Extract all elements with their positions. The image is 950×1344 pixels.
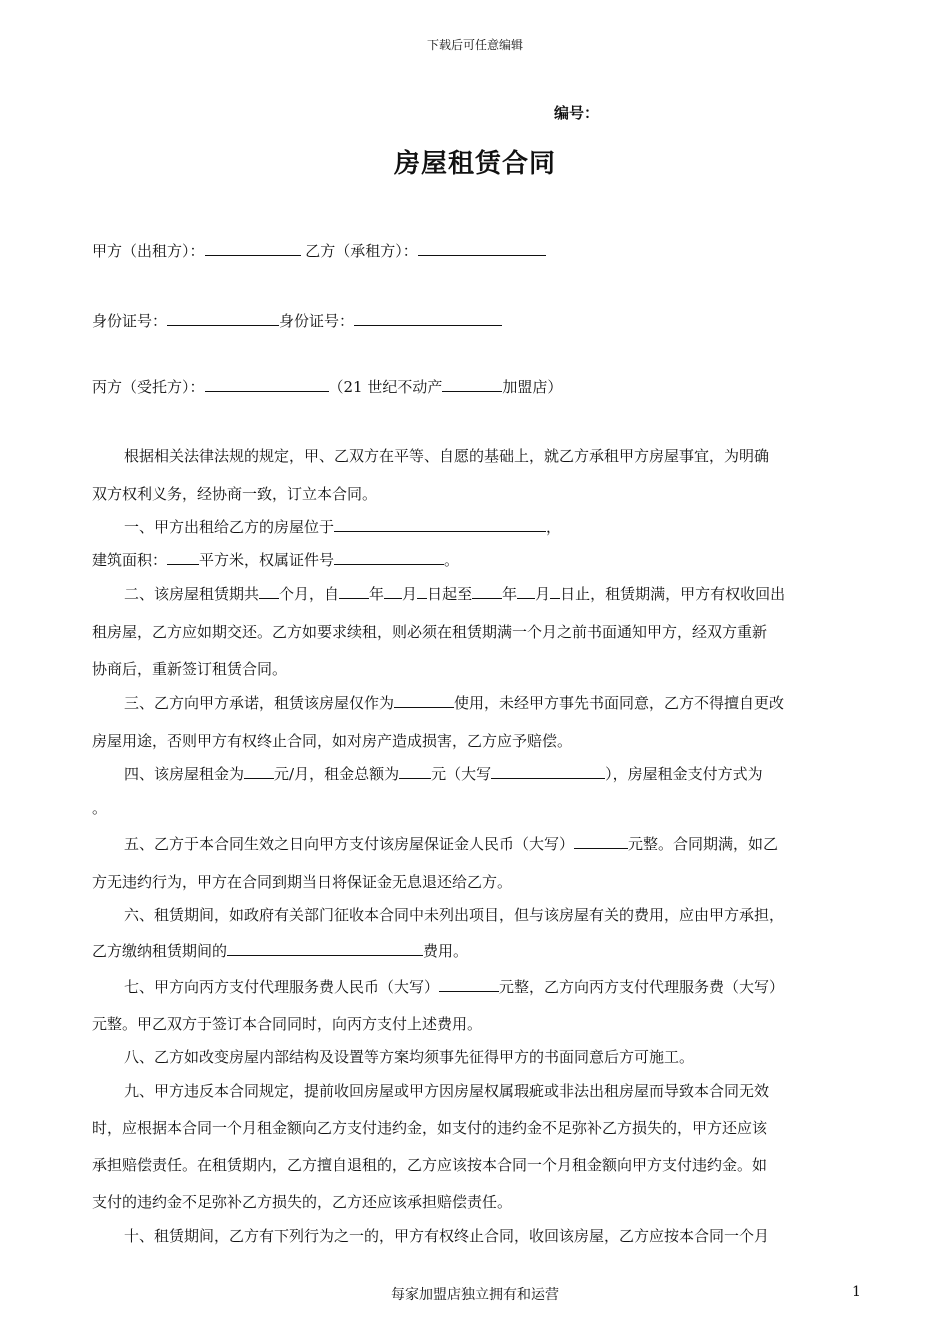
fee-suffix: 费用。 (423, 942, 469, 960)
fee-items-blank[interactable] (227, 941, 423, 956)
id-a-label: 身份证号： (92, 312, 168, 330)
clause-8-line-1: 八、乙方如改变房屋内部结构及设置等方案均须事先征得甲方的书面同意后方可施工。 (124, 1048, 695, 1066)
certificate-blank[interactable] (334, 550, 444, 565)
header-note: 下载后可任意编辑 (426, 38, 523, 52)
usage-text: 使用，未经甲方事先书面同意，乙方不得擅自更改 (454, 694, 785, 712)
location-blank[interactable] (334, 517, 546, 532)
deposit-text: 元整。合同期满，如乙 (628, 835, 779, 853)
term-from: 个月，自 (279, 585, 340, 603)
party-c-note-1: （21 世纪不动产 (328, 378, 443, 396)
start-month-blank[interactable] (384, 584, 402, 599)
id-a-blank[interactable] (167, 311, 279, 326)
party-b-label: 乙方（承租方）： (305, 242, 418, 260)
agency-fee-a-blank[interactable] (439, 977, 499, 992)
id-b-label: 身份证号： (279, 312, 355, 330)
term-end-text: 日止，租赁期满，甲方有权收回出 (560, 585, 786, 603)
clause-6-line-1: 六、租赁期间，如政府有关部门征收本合同中未列出项目，但与该房屋有关的费用，应由甲方承担， (124, 906, 785, 924)
party-c-blank[interactable] (205, 377, 329, 392)
months-blank[interactable] (259, 584, 279, 599)
intro-line-1: 根据相关法律法规的规定，甲、乙双方在平等、自愿的基础上，就乙方承租甲方房屋事宜，为明确 (124, 447, 770, 465)
total-rent-blank[interactable] (399, 764, 431, 779)
id-b-blank[interactable] (354, 311, 502, 326)
clause-1-comma: ， (546, 518, 562, 536)
clause-9-line-4: 支付的违约金不足弥补乙方损失的，乙方还应该承担赔偿责任。 (92, 1193, 513, 1211)
day-label-1: 日起至 (427, 585, 473, 603)
rent-label: 四、该房屋租金为 (124, 765, 245, 783)
clause-2-line-3: 协商后，重新签订租赁合同。 (92, 660, 288, 678)
clause-5-line-2: 方无违约行为，甲方在合同到期当日将保证金无息退还给乙方。 (92, 873, 513, 891)
clause-7-line-1 (124, 976, 784, 997)
id-line (92, 310, 502, 331)
clause-5-line-1 (124, 833, 778, 854)
clause-1-line-2 (92, 549, 459, 570)
start-year-blank[interactable] (339, 584, 369, 599)
clause-4-line-2: 。 (92, 799, 108, 817)
party-line-1 (92, 240, 546, 261)
party-c-label: 丙方（受托方）： (92, 378, 205, 396)
capital-amount-blank[interactable] (491, 764, 605, 779)
party-a-label: 甲方（出租方）： (92, 242, 205, 260)
party-c-line (92, 376, 562, 397)
end-day-blank[interactable] (550, 584, 560, 599)
party-c-note-2: 加盟店） (502, 378, 563, 396)
area-period: 。 (444, 551, 460, 569)
usage-blank[interactable] (394, 693, 454, 708)
agency-fee-a-label: 七、甲方向丙方支付代理服务费人民币（大写） (124, 978, 440, 996)
total-rent-label: 元/月，租金总额为 (274, 765, 400, 783)
clause-1-line-1 (124, 516, 561, 537)
party-b-blank[interactable] (418, 241, 546, 256)
end-month-blank[interactable] (517, 584, 535, 599)
page-number: 1 (852, 1284, 861, 1300)
start-day-blank[interactable] (417, 584, 427, 599)
agency-fee-b-label: 元整，乙方向丙方支付代理服务费（大写） (499, 978, 785, 996)
fee-label: 乙方缴纳租赁期间的 (92, 942, 228, 960)
clause-2-line-1 (124, 583, 785, 604)
clause-9-line-2: 时，应根据本合同一个月租金额向乙方支付违约金，如支付的违约金不足弥补乙方损失的，甲方还应该 (92, 1119, 768, 1137)
clause-9-line-3: 承担赔偿责任。在租赁期内，乙方擅自退租的，乙方应该按本合同一个月租金额向甲方支付违约金。如 (92, 1156, 768, 1174)
footer-text: 每家加盟店独立拥有和运营 (391, 1287, 559, 1303)
capital-label: 元（大写 (431, 765, 492, 783)
intro-line-2: 双方权利义务，经协商一致，订立本合同。 (92, 485, 378, 503)
deposit-blank[interactable] (574, 834, 628, 849)
clause-3-line-2: 房屋用途，否则甲方有权终止合同，如对房产造成损害，乙方应予赔偿。 (92, 732, 573, 750)
deposit-label: 五、乙方于本合同生效之日向甲方支付该房屋保证金人民币（大写） (124, 835, 575, 853)
serial-number-label: 编号： (554, 104, 600, 122)
document-title: 房屋租赁合同 (393, 149, 556, 179)
end-year-blank[interactable] (472, 584, 502, 599)
clause-1-text: 一、甲方出租给乙方的房屋位于 (124, 518, 335, 536)
year-label-1: 年 (369, 585, 385, 603)
clause-2-line-2: 租房屋，乙方应如期交还。乙方如要求续租，则必须在租赁期满一个月之前书面通知甲方，经双方重新 (92, 623, 768, 641)
area-label: 建筑面积： (92, 551, 168, 569)
year-label-2: 年 (502, 585, 518, 603)
store-name-blank[interactable] (442, 377, 502, 392)
monthly-rent-blank[interactable] (244, 764, 274, 779)
month-label-2: 月 (535, 585, 551, 603)
clause-3-line-1 (124, 692, 784, 713)
clause-10-line-1: 十、租赁期间，乙方有下列行为之一的，甲方有权终止合同，收回该房屋，乙方应按本合同一个月 (124, 1227, 770, 1245)
area-blank[interactable] (167, 550, 199, 565)
term-label: 二、该房屋租赁期共 (124, 585, 260, 603)
party-a-blank[interactable] (205, 241, 301, 256)
clause-6-line-2 (92, 940, 468, 961)
clause-4-line-1 (124, 763, 763, 784)
certificate-label: 平方米，权属证件号 (199, 551, 335, 569)
clause-7-line-2: 元整。甲乙双方于签订本合同同时，向丙方支付上述费用。 (92, 1015, 483, 1033)
usage-label: 三、乙方向甲方承诺，租赁该房屋仅作为 (124, 694, 395, 712)
month-label-1: 月 (402, 585, 418, 603)
payment-method-label: ），房屋租金支付方式为 (605, 765, 763, 783)
clause-9-line-1: 九、甲方违反本合同规定，提前收回房屋或甲方因房屋权属瑕疵或非法出租房屋而导致本合同无效 (124, 1082, 770, 1100)
